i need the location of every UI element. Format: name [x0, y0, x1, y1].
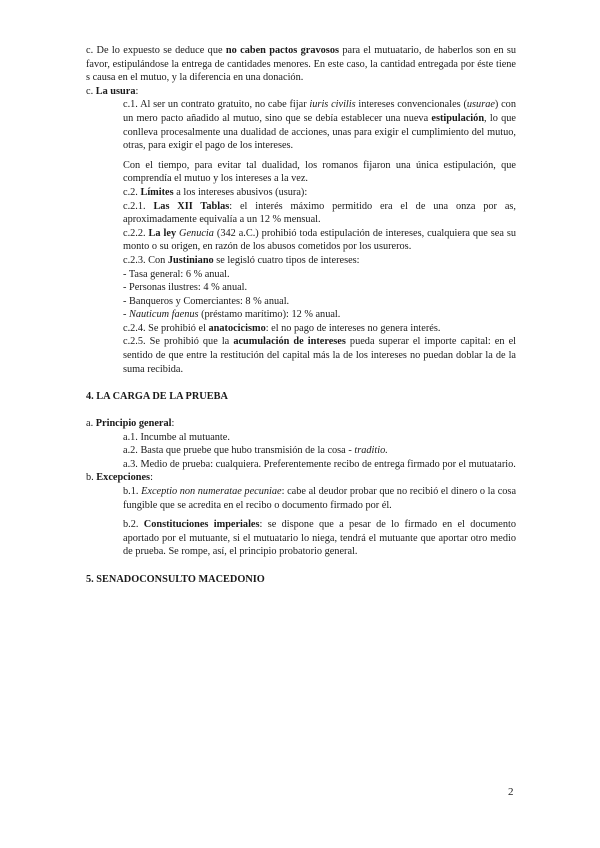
heading-excepciones: b. Excepciones:: [86, 472, 153, 484]
document-body: [86, 44, 516, 586]
paragraph-a1: a.1. Incumbe al mutuante.: [123, 431, 230, 443]
paragraph-a2: a.2. Basta que pruebe que hubo transmisión de la cosa - traditio.: [123, 445, 388, 457]
paragraph-con-el-tiempo: Con el tiempo, para evitar tal dualidad, los romanos fijaron una única estipulación, que comprendía el mutuo y los intereses a la vez.: [123, 159, 516, 185]
paragraph-c1: c.1. Al ser un contrato gratuito, no cabe fijar iuris civilis intereses convencionales (usurae) con un mero pacto añadido al mutuo, sino que se debía establecer una nueva estipulación, lo que conlleva procesalmente una dualidad de acciones, unas para exigir el cumplimiento del mutuo, otras, para exigir el pago de los intereses.: [123, 99, 516, 152]
list-item: - Tasa general: 6 % anual.: [123, 268, 230, 280]
paragraph-b1: b.1. Exceptio non numeratae pecuniae: cabe al deudor probar que no recibió el dinero o la cosa fungible que se acredita en el recibo o documento firmado por él.: [123, 486, 517, 511]
paragraph-a3: a.3. Medio de prueba: cualquiera. Preferentemente recibo de entrega firmado por el mutuatario.: [123, 458, 516, 470]
paragraph-c2-limites: c.2. Límites a los intereses abusivos (usura):: [123, 186, 308, 198]
heading-la-usura: c. La usura:: [86, 85, 139, 97]
list-item: - Banqueros y Comerciantes: 8 % anual.: [123, 295, 290, 307]
paragraph-no-pactos-gravosos: c. De lo expuesto se deduce que no caben pactos gravosos para el mutuatario, de haberlos son en su favor, estipulándose la entrega de cantidades menores. En este caso, la cantidad entregada por éste tiene s causa en el mutuo, y la diferencia en una donación.: [86, 45, 516, 84]
paragraph-b2: b.2. Constituciones imperiales: se dispone que a pesar de lo firmado en el documento aportado por el mutuante, si el mutuatario lo niega, tendrá el mutuante que aportar otro medio de prueba. Se rompe, así, el principio probatorio general.: [123, 519, 516, 558]
section-heading-carga-prueba: 4. LA CARGA DE LA PRUEBA: [86, 390, 228, 402]
paragraph-c25-acumulacion: c.2.5. Se prohibió que la acumulación de intereses pueda superar el importe capital: en el sentido de que entre la restitución del capital más la de los intereses no puedan doblar la de la suma recibida.: [123, 336, 516, 375]
list-item-nauticum: - Nauticum faenus (préstamo marítimo): 12 % anual.: [123, 309, 341, 321]
paragraph-c24-anatocicismo: c.2.4. Se prohibió el anatocicismo: el no pago de intereses no genera interés.: [123, 322, 441, 334]
paragraph-c23-justiniano: c.2.3. Con Justiniano se legisló cuatro tipos de intereses:: [123, 254, 360, 266]
emphasis-no-pactos: no caben pactos gravosos: [225, 45, 339, 56]
paragraph-c22-ley-genucia: c.2.2. La ley Genucia (342 a.C.) prohibió toda estipulación de intereses, cualquiera que sea su monto o su origen, en razón de los abusos cometidos por los usureros.: [123, 227, 516, 253]
section-heading-senadoconsulto: 5. SENADOCONSULTO MACEDONIO: [86, 573, 265, 585]
heading-principio-general: a. Principio general:: [86, 418, 175, 430]
paragraph-c21-xii-tablas: c.2.1. Las XII Tablas: el interés máximo permitido era el de una onza por as, aproximadamente equivalía a un 12 % mensual.: [123, 200, 516, 226]
page-number: 2: [508, 786, 514, 798]
list-item: - Personas ilustres: 4 % anual.: [123, 282, 248, 294]
